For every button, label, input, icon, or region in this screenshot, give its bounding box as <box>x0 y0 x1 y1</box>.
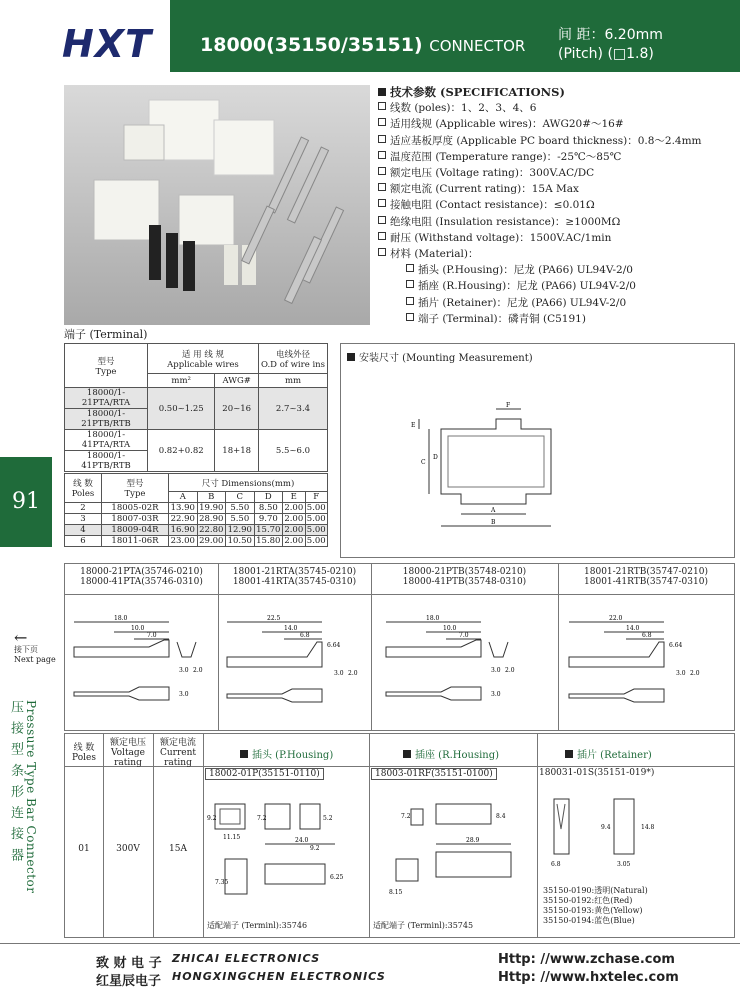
square-bullet-icon <box>347 353 355 361</box>
terminal-drawing <box>69 612 214 722</box>
retainer-part: 180031-01S(35151-019*) <box>539 768 655 778</box>
company-2-en: HONGXINGCHEN ELECTRONICS <box>172 970 386 983</box>
terminal-drawing <box>564 612 730 722</box>
company-1-en: ZHICAI ELECTRONICS <box>172 952 321 965</box>
table-row: 18000/1-21PTB/RTB <box>65 409 328 430</box>
checkbox-icon <box>378 248 386 256</box>
brand-logo: HXT <box>62 22 153 66</box>
terminal-drawing-cell: 18001-21RTA(35745-0210) 18001-41RTA(35745-0310) 22.5 14.0 6.8 6.64 3.0 2.0 <box>218 564 372 730</box>
spec-item: 线数 (poles)：1、2、3、4、6 <box>378 100 728 116</box>
pitch-info <box>558 26 663 64</box>
svg-text:7.2: 7.2 <box>401 813 411 820</box>
table-row: 18000/1-41PTB/RTB <box>65 451 328 472</box>
svg-text:22.5: 22.5 <box>267 615 281 622</box>
checkbox-icon <box>378 232 386 240</box>
terminal-drawing-cell: 18001-21RTB(35747-0210) 18001-41RTB(35747-0310) 22.0 14.0 6.8 6.64 3.0 2.0 <box>558 564 734 730</box>
svg-text:2.0: 2.0 <box>690 670 700 677</box>
checkbox-icon <box>378 216 386 224</box>
spec-item: 耐压 (Withstand voltage)：1500V.AC/1min <box>378 230 728 246</box>
terminal-drawing <box>222 612 367 722</box>
svg-text:6.8: 6.8 <box>642 632 652 639</box>
material-item: 插头 (P.Housing)：尼龙 (PA66) UL94V-2/0 <box>378 262 728 278</box>
square-bullet-icon <box>240 750 248 758</box>
checkbox-icon <box>378 199 386 207</box>
company-1-url[interactable]: Http: //www.zchase.com <box>498 952 675 967</box>
specifications <box>378 84 728 327</box>
current-header: 额定电流 Current rating <box>159 738 197 768</box>
svg-text:6.8: 6.8 <box>551 861 561 868</box>
p-housing-part: 18002-01P(35151-0110) <box>205 768 324 780</box>
square-bullet-icon <box>403 750 411 758</box>
svg-text:8.15: 8.15 <box>389 889 403 896</box>
company-2-cn: 红星辰电子 <box>96 974 162 989</box>
next-page-en[interactable]: Next page <box>14 655 56 664</box>
svg-text:10.0: 10.0 <box>131 625 145 632</box>
page-title: 18000(35150/35151) CONNECTOR <box>200 34 526 56</box>
svg-text:7.2: 7.2 <box>257 815 267 822</box>
p-terminal-note: 适配端子 (Terminl):35746 <box>207 921 308 930</box>
table-row: 3 18007-03R 22.90 28.90 5.50 9.70 2.00 5.00 <box>65 514 328 525</box>
spec-item: 适应基板厚度 (Applicable PC board thickness)：0.8～2.4mm <box>378 133 728 149</box>
spec-item: 温度范围 (Temperature range)：-25℃～85℃ <box>378 149 728 165</box>
company-1-cn: 致 财 电 子 <box>96 956 162 971</box>
checkbox-icon <box>406 297 414 305</box>
r-housing-part: 18003-01RF(35151-0100) <box>371 768 497 780</box>
svg-text:24.0: 24.0 <box>295 837 309 844</box>
svg-text:6.8: 6.8 <box>300 632 310 639</box>
checkbox-icon <box>378 183 386 191</box>
housing-table <box>64 733 735 938</box>
connector-photo-illustration <box>64 85 370 325</box>
svg-text:14.8: 14.8 <box>641 824 655 831</box>
arrow-left-icon[interactable]: ← <box>14 628 28 647</box>
svg-text:2.0: 2.0 <box>348 670 358 677</box>
svg-text:7.35: 7.35 <box>215 879 229 886</box>
checkbox-icon <box>378 167 386 175</box>
vertical-title: 压 接 型 条 形 连 接 器 Pressure Type Bar Connector <box>8 700 38 894</box>
r-housing-drawing <box>371 784 535 914</box>
svg-text:10.0: 10.0 <box>443 625 457 632</box>
spec-item: 材料 (Material)： <box>378 246 728 262</box>
spec-item: 适用线规 (Applicable wires)：AWG20#～16# <box>378 116 728 132</box>
svg-text:5.2: 5.2 <box>323 815 333 822</box>
dimensions-table: 线 数 Poles 型号 Type 尺寸 Dimensions(mm) A B C D E F 2 18005-02R 13.90 19.90 5.50 8.50 2.00 5.00 3 18007-03R 22.90 28.90 5.50 9.70 2.00 5.00 4 18009-04R 16.90 22.80 12.90 15.70 2.00 5.00 6 18011-06R 23.00 29.00 10.50 15.80 2.00 5.00 <box>64 473 328 547</box>
terminal-drawing-cell: 18000-21PTB(35748-0210) 18000-41PTB(35748-0310) 18.0 10.0 7.0 3.0 2.0 3.0 <box>371 564 559 730</box>
svg-text:11.15: 11.15 <box>223 834 241 841</box>
r-housing-header: 插座 (R.Housing) <box>403 746 499 761</box>
next-page-cn[interactable]: 接下页 <box>14 645 38 654</box>
material-item: 插片 (Retainer)：尼龙 (PA66) UL94V-2/0 <box>378 295 728 311</box>
terminal-label: 端子 (Terminal) <box>64 328 148 341</box>
voltage-header: 额定电压 Voltage rating <box>109 738 146 768</box>
svg-text:3.0: 3.0 <box>491 691 501 698</box>
spec-item: 额定电流 (Current rating)：15A Max <box>378 181 728 197</box>
mounting-drawing <box>411 399 571 539</box>
page-number-tab: 91 <box>0 457 52 547</box>
table-row: 6 18011-06R 23.00 29.00 10.50 15.80 2.00 5.00 <box>65 536 328 547</box>
voltage-value: 300V <box>116 844 140 854</box>
spec-item: 接触电阻 (Contact resistance)：≤0.01Ω <box>378 197 728 213</box>
table-row: 4 18009-04R 16.90 22.80 12.90 15.70 2.00 5.00 <box>65 525 328 536</box>
svg-text:B: B <box>491 519 496 526</box>
spec-heading: 技术参数 (SPECIFICATIONS) <box>378 84 728 100</box>
poles-header: 线 数 Poles <box>72 743 96 763</box>
svg-text:6.25: 6.25 <box>330 874 344 881</box>
spec-item: 绝缘电阻 (Insulation resistance)：≥1000MΩ <box>378 214 728 230</box>
pitch-en: (Pitch) (□1.8) <box>558 46 654 62</box>
color-options: 35150-0190:透明(Natural) 35150-0192:红色(Red) 35150-0193:黄色(Yellow) 35150-0194:蓝色(Blue) <box>543 886 648 925</box>
svg-text:E: E <box>411 422 416 429</box>
terminal-drawing-cell: 18000-21PTA(35746-0210) 18000-41PTA(35746-0310) 18.0 10.0 7.0 3.0 2.0 3.0 <box>65 564 219 730</box>
footer-divider <box>0 943 740 944</box>
square-bullet-icon <box>378 88 386 96</box>
header-bar <box>170 0 740 72</box>
table-row: 18000/1-41PTA/RTA 0.82+0.82 18+18 5.5~6.0 <box>65 430 328 451</box>
retainer-header: 插片 (Retainer) <box>565 746 652 761</box>
svg-text:7.0: 7.0 <box>459 632 469 639</box>
svg-text:9.2: 9.2 <box>207 815 217 822</box>
svg-text:14.0: 14.0 <box>626 625 640 632</box>
svg-text:3.0: 3.0 <box>334 670 344 677</box>
checkbox-icon <box>406 264 414 272</box>
svg-text:3.0: 3.0 <box>491 667 501 674</box>
checkbox-icon <box>378 135 386 143</box>
svg-text:C: C <box>421 459 426 466</box>
svg-text:22.0: 22.0 <box>609 615 623 622</box>
svg-text:18.0: 18.0 <box>114 615 128 622</box>
poles-value: 01 <box>78 844 90 854</box>
checkbox-icon <box>378 102 386 110</box>
svg-text:3.05: 3.05 <box>617 861 631 868</box>
svg-text:F: F <box>506 402 511 409</box>
pitch-cn: 间 距：6.20mm <box>558 27 663 43</box>
svg-text:28.9: 28.9 <box>466 837 480 844</box>
p-housing-drawing <box>205 784 367 914</box>
terminal-table: 型号 Type 适 用 线 规 Applicable wires 电线外径 O.D of wire ins mm² AWG# mm 18000/1-21PTA/RTA 0.50~1.25 20~16 2.7~3.4 18000/1-21PTB/RTB 18000/1-41PTA/RTA 0.82+0.82 18+18 5.5~6.0 18000/1-41PTB/RTB <box>64 343 328 472</box>
square-bullet-icon <box>565 750 573 758</box>
p-housing-header: 插头 (P.Housing) <box>240 746 333 761</box>
checkbox-icon <box>378 118 386 126</box>
svg-text:18.0: 18.0 <box>426 615 440 622</box>
svg-text:9.2: 9.2 <box>310 845 320 852</box>
r-terminal-note: 适配端子 (Terminl):35745 <box>373 921 474 930</box>
terminal-drawings <box>64 563 735 731</box>
checkbox-icon <box>406 280 414 288</box>
company-2-url[interactable]: Http: //www.hxtelec.com <box>498 970 679 985</box>
table-row: 2 18005-02R 13.90 19.90 5.50 8.50 2.00 5.00 <box>65 503 328 514</box>
material-item: 端子 (Terminal)：磷青铜 (C5191) <box>378 311 728 327</box>
svg-text:3.0: 3.0 <box>179 667 189 674</box>
svg-text:D: D <box>433 454 438 461</box>
svg-text:6.64: 6.64 <box>669 642 683 649</box>
svg-text:9.4: 9.4 <box>601 824 611 831</box>
material-item: 插座 (R.Housing)：尼龙 (PA66) UL94V-2/0 <box>378 278 728 294</box>
checkbox-icon <box>406 313 414 321</box>
svg-text:A: A <box>491 507 496 514</box>
checkbox-icon <box>378 151 386 159</box>
mounting-panel <box>340 343 735 558</box>
current-value: 15A <box>169 844 187 854</box>
terminal-drawing <box>381 612 551 722</box>
svg-text:3.0: 3.0 <box>676 670 686 677</box>
table-row: 18000/1-21PTA/RTA 0.50~1.25 20~16 2.7~3.4 <box>65 388 328 409</box>
svg-text:3.0: 3.0 <box>179 691 189 698</box>
svg-text:8.4: 8.4 <box>496 813 506 820</box>
spec-item: 额定电压 (Voltage rating)：300V.AC/DC <box>378 165 728 181</box>
product-photo <box>64 85 370 325</box>
mounting-label: 安装尺寸 (Mounting Measurement) <box>347 349 533 364</box>
svg-text:2.0: 2.0 <box>193 667 203 674</box>
svg-text:14.0: 14.0 <box>284 625 298 632</box>
svg-text:2.0: 2.0 <box>505 667 515 674</box>
svg-text:6.64: 6.64 <box>327 642 341 649</box>
retainer-drawing <box>539 784 729 874</box>
svg-text:7.0: 7.0 <box>147 632 157 639</box>
